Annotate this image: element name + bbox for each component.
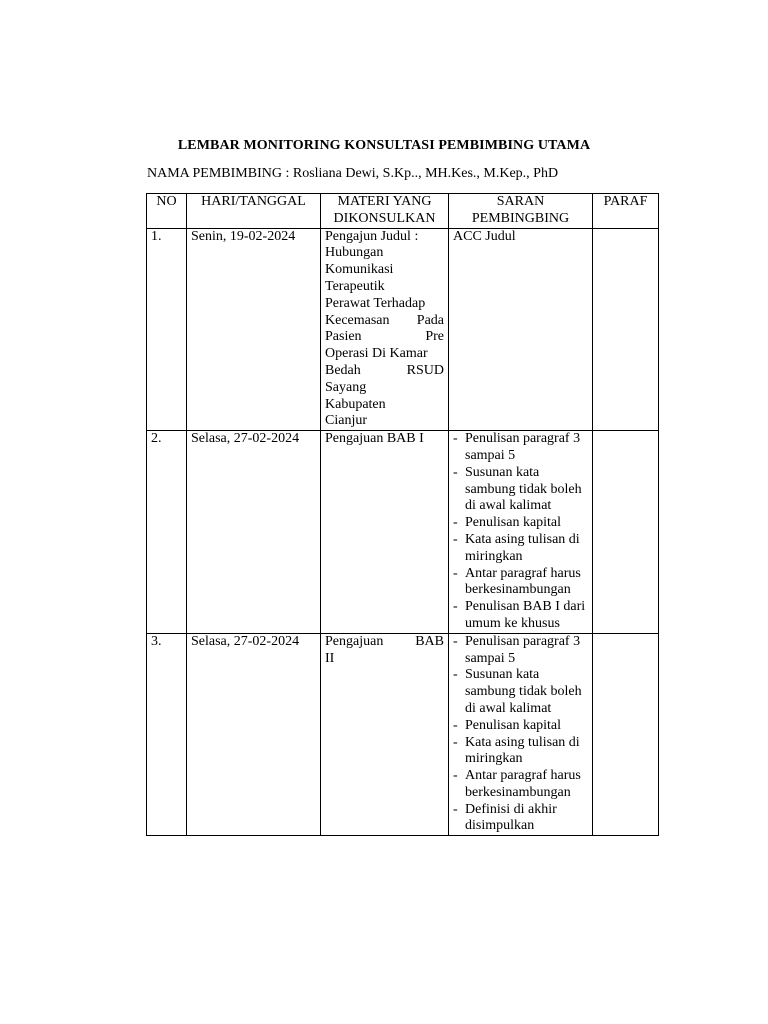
row-sign xyxy=(593,228,659,431)
material-word: RSUD xyxy=(406,362,444,378)
header-advice xyxy=(449,194,593,229)
row-number: 2. xyxy=(147,431,187,634)
row-material xyxy=(321,633,449,836)
header-no: NO xyxy=(147,194,187,229)
material-line: Sayang xyxy=(325,379,367,395)
row-sign xyxy=(593,633,659,836)
advice-item: - Penulisan BAB I dari umum ke khusus xyxy=(453,599,588,633)
advice-item: - Antar paragraf harus berkesinambungan xyxy=(453,566,588,600)
material-word: Pengajuan xyxy=(325,633,384,649)
material-line: Perawat Terhadap xyxy=(325,295,426,311)
header-date: HARI/TANGGAL xyxy=(187,194,321,229)
advice-list xyxy=(453,634,588,836)
material-line: Komunikasi xyxy=(325,262,394,278)
material-line: Operasi Di Kamar xyxy=(325,346,428,362)
header-advice-line1: SARAN xyxy=(496,194,545,209)
row-date: Senin, 19-02-2024 xyxy=(187,228,321,431)
row-number: 3. xyxy=(147,633,187,836)
table-row xyxy=(147,633,659,836)
material-word: Pasien xyxy=(325,329,362,345)
row-date: Selasa, 27-02-2024 xyxy=(187,633,321,836)
advice-item: - Definisi di akhir disimpulkan xyxy=(453,802,588,836)
advice-item: - Penulisan kapital xyxy=(453,718,588,735)
header-advice-line2: PEMBINGBING xyxy=(471,210,570,226)
row-advice: ACC Judul xyxy=(449,228,593,431)
advice-item: - Kata asing tulisan di miringkan xyxy=(453,532,588,566)
row-date: Selasa, 27-02-2024 xyxy=(187,431,321,634)
row-advice xyxy=(449,633,593,836)
material-line: Pengajun Judul : xyxy=(325,228,419,244)
row-material xyxy=(321,228,449,431)
advice-item: - Susunan kata sambung tidak boleh di awal kalimat xyxy=(453,465,588,515)
table-row xyxy=(147,431,659,634)
advice-list xyxy=(453,431,588,633)
material-word: Kecemasan xyxy=(325,312,390,328)
document-title: LEMBAR MONITORING KONSULTASI PEMBIMBING UTAMA xyxy=(177,138,591,153)
row-number: 1. xyxy=(147,228,187,431)
advice-item: - Antar paragraf harus berkesinambungan xyxy=(453,768,588,802)
material-word: Pada xyxy=(416,312,444,328)
advice-item: - Penulisan paragraf 3 sampai 5 xyxy=(453,431,588,465)
advice-item: - Penulisan paragraf 3 sampai 5 xyxy=(453,634,588,668)
material-line-justified xyxy=(325,313,444,330)
advice-item: - Kata asing tulisan di miringkan xyxy=(453,735,588,769)
material-line: Cianjur xyxy=(325,413,367,429)
table-header-row xyxy=(147,194,659,229)
table-row xyxy=(147,228,659,431)
material-line: Kabupaten xyxy=(325,396,386,412)
header-material-line2: DIKONSULKAN xyxy=(333,210,436,226)
header-material-line1: MATERI YANG xyxy=(337,194,432,209)
material-line: II xyxy=(325,650,335,666)
row-advice xyxy=(449,431,593,634)
header-sign: PARAF xyxy=(593,194,659,229)
material-word: BAB xyxy=(415,633,444,649)
consultation-table xyxy=(146,193,659,836)
material-line-justified xyxy=(325,329,444,346)
material-word: Bedah xyxy=(325,362,361,378)
row-sign xyxy=(593,431,659,634)
material-word: Pre xyxy=(425,329,444,345)
material-line: Hubungan xyxy=(325,245,384,261)
advice-item: - Penulisan kapital xyxy=(453,515,588,532)
material-line-justified xyxy=(325,363,444,380)
row-material: Pengajuan BAB I xyxy=(321,431,449,634)
material-line-justified xyxy=(325,634,444,651)
header-material xyxy=(321,194,449,229)
supervisor-name: NAMA PEMBIMBING : Rosliana Dewi, S.Kp.., MH.Kes., M.Kep., PhD xyxy=(147,166,559,181)
advice-item: - Susunan kata sambung tidak boleh di awal kalimat xyxy=(453,667,588,717)
material-line: Terapeutik xyxy=(325,278,385,294)
